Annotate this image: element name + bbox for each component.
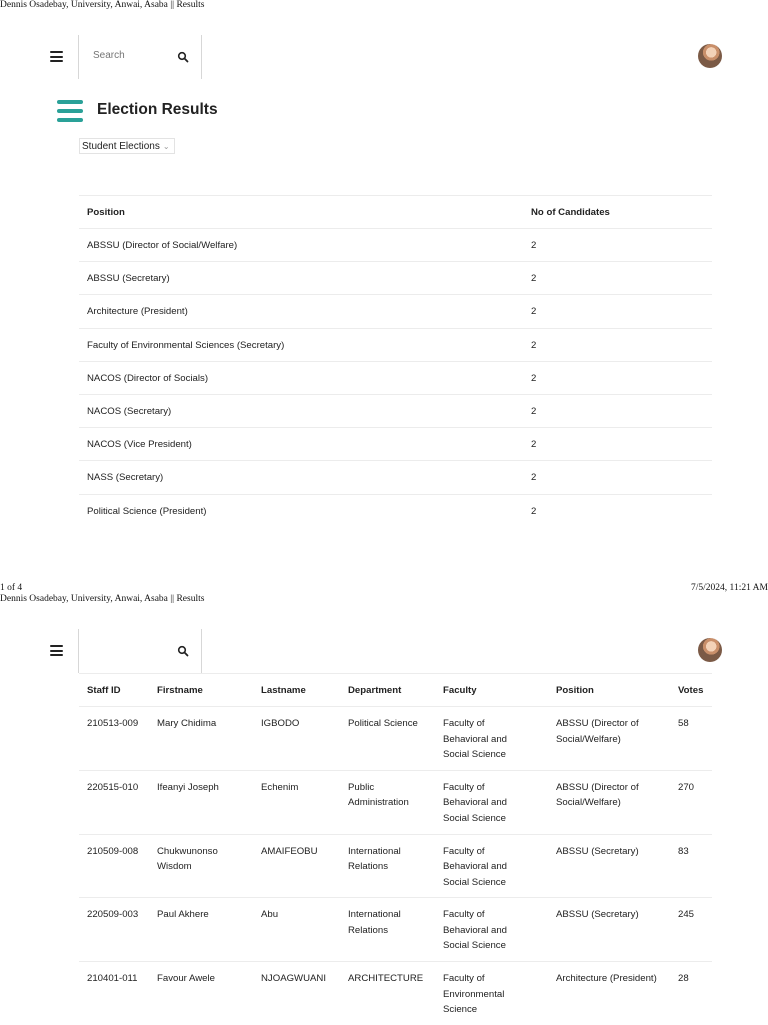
chevron-down-icon: ⌄ <box>162 142 170 151</box>
cell-votes: 83 <box>678 845 689 857</box>
cell-position: ABSSU (Director of Social/Welfare) <box>556 781 639 809</box>
cell-candidates: 2 <box>531 273 537 285</box>
avatar[interactable] <box>698 44 722 68</box>
column-header-staff-id: Staff ID <box>87 685 121 696</box>
menu-icon[interactable] <box>50 645 63 656</box>
cell-department: International Relations <box>348 845 401 873</box>
cell-faculty: Faculty of Behavioral and Social Science <box>443 845 508 888</box>
cell-candidates: 2 <box>531 306 537 318</box>
table-row <box>79 294 712 328</box>
table-row <box>79 460 712 494</box>
cell-position: NASS (Secretary) <box>87 472 164 484</box>
cell-department: Public Administration <box>348 781 409 809</box>
column-header-faculty: Faculty <box>443 685 477 696</box>
table-row <box>79 328 712 362</box>
cell-position: Political Science (President) <box>87 505 207 517</box>
cell-position: Faculty of Environmental Sciences (Secretary) <box>87 339 285 351</box>
column-header-position: Position <box>87 207 125 218</box>
cell-faculty: Faculty of Behavioral and Social Science <box>443 781 508 824</box>
table-row <box>79 706 712 770</box>
cell-firstname: Mary Chidima <box>157 718 217 729</box>
cell-candidates: 2 <box>531 439 537 451</box>
cell-lastname: AMAIFEOBU <box>261 845 318 857</box>
table-header-row <box>79 195 712 229</box>
cell-candidates: 2 <box>531 339 537 351</box>
avatar[interactable] <box>698 638 722 662</box>
table-row <box>79 394 712 428</box>
cell-position: ABSSU (Secretary) <box>556 909 639 921</box>
table-row <box>79 427 712 461</box>
cell-faculty: Faculty of Behavioral and Social Science <box>443 718 508 760</box>
cell-position: ABSSU (Secretary) <box>556 845 639 857</box>
cell-position: NACOS (Director of Socials) <box>87 372 209 384</box>
cell-staff-id: 220509-003 <box>87 909 139 921</box>
search-icon[interactable] <box>177 51 189 63</box>
table-row <box>79 261 712 295</box>
search-input[interactable] <box>93 50 163 61</box>
cell-firstname: Ifeanyi Joseph <box>157 781 219 793</box>
cell-votes: 28 <box>678 973 689 985</box>
search-input[interactable] <box>93 644 163 655</box>
print-page-number: 1 of 4 <box>0 583 23 593</box>
cell-department: International Relations <box>348 909 401 936</box>
table-row <box>79 361 712 395</box>
print-header-page-2: Dennis Osadebay, University, Anwai, Asaba || Results <box>0 594 205 604</box>
table-header-row <box>79 673 712 707</box>
print-header: Dennis Osadebay, University, Anwai, Asaba || Results <box>0 0 205 10</box>
cell-lastname: IGBODO <box>261 718 300 729</box>
cell-department: ARCHITECTURE <box>348 973 424 985</box>
column-header-position: Position <box>556 685 594 696</box>
cell-position: ABSSU (Secretary) <box>87 273 170 285</box>
column-header-votes: Votes <box>678 685 704 696</box>
search-box[interactable] <box>78 629 202 673</box>
cell-position: ABSSU (Director of Social/Welfare) <box>87 240 238 251</box>
cell-votes: 58 <box>678 718 689 729</box>
cell-lastname: Echenim <box>261 781 299 793</box>
cell-candidates: 2 <box>531 406 537 417</box>
page-title: Election Results <box>97 101 218 118</box>
cell-position: Architecture (President) <box>556 973 657 985</box>
cell-candidates: 2 <box>531 240 537 251</box>
column-header-department: Department <box>348 685 402 696</box>
top-navbar <box>0 35 768 79</box>
table-row <box>79 228 712 262</box>
cell-position: ABSSU (Director of Social/Welfare) <box>556 718 639 745</box>
cell-votes: 245 <box>678 909 695 921</box>
cell-lastname: Abu <box>261 909 279 921</box>
menu-icon[interactable] <box>50 51 63 62</box>
cell-candidates: 2 <box>531 372 537 384</box>
table-row <box>79 897 712 961</box>
cell-faculty: Faculty of Environmental Science <box>443 973 505 1016</box>
cell-department: Political Science <box>348 718 418 729</box>
column-header-candidates: No of Candidates <box>531 207 610 218</box>
cell-firstname: Favour Awele <box>157 973 215 985</box>
table-row <box>79 494 712 528</box>
election-type-select[interactable] <box>79 138 175 154</box>
cell-candidates: 2 <box>531 505 537 517</box>
cell-lastname: NJOAGWUANI <box>261 973 327 985</box>
cell-staff-id: 220515-010 <box>87 781 139 793</box>
cell-position: NACOS (Vice President) <box>87 439 192 451</box>
search-box[interactable] <box>78 35 202 79</box>
table-row <box>79 770 712 834</box>
top-navbar-page-2 <box>0 629 768 673</box>
cell-position: Architecture (President) <box>87 306 188 318</box>
cell-votes: 270 <box>678 781 695 793</box>
cell-staff-id: 210513-009 <box>87 718 139 729</box>
column-header-lastname: Lastname <box>261 685 306 696</box>
table-row <box>79 961 712 1025</box>
cell-candidates: 2 <box>531 472 537 484</box>
election-type-value: Student Elections <box>82 141 160 152</box>
table-row <box>79 834 712 898</box>
cell-staff-id: 210401-011 <box>87 973 138 985</box>
cell-firstname: Paul Akhere <box>157 909 209 921</box>
column-header-firstname: Firstname <box>157 685 203 696</box>
print-datetime: 7/5/2024, 11:21 AM <box>691 583 768 593</box>
cell-position: NACOS (Secretary) <box>87 406 172 417</box>
cell-staff-id: 210509-008 <box>87 845 139 857</box>
search-icon[interactable] <box>177 645 189 657</box>
cell-firstname: Chukwunonso Wisdom <box>157 845 218 873</box>
list-icon <box>57 100 83 122</box>
cell-faculty: Faculty of Behavioral and Social Science <box>443 909 508 952</box>
